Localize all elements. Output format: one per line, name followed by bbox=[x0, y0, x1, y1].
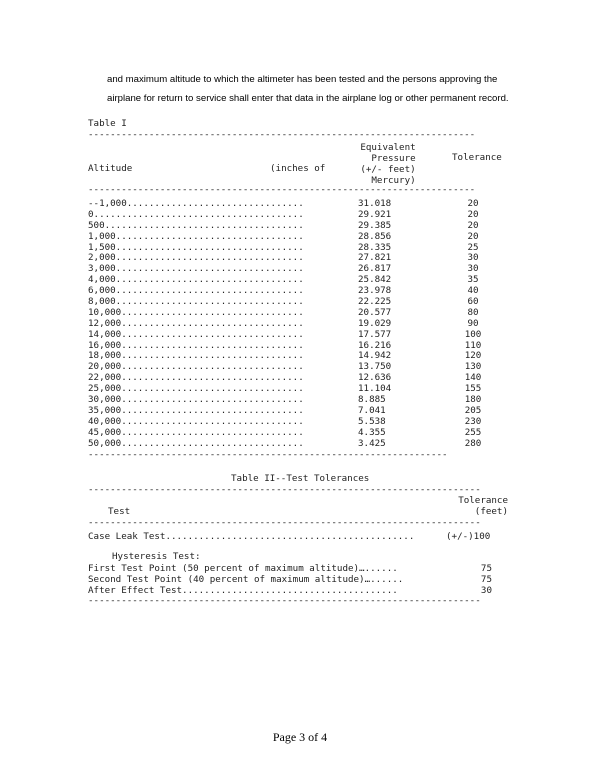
altitude-cell: 1,500.................................. bbox=[88, 241, 304, 253]
altitude-cell: 22,000................................. bbox=[88, 372, 304, 384]
intro-line-1: and maximum altitude to which the altimeter has been tested and the persons approving the bbox=[107, 74, 498, 85]
table1-header-altitude: Altitude bbox=[88, 163, 133, 174]
altitude-cell: 45,000................................. bbox=[88, 426, 304, 438]
tolerance-cell: 35 bbox=[467, 274, 479, 286]
tolerance-cell: 110 bbox=[464, 339, 482, 351]
tolerance-cell: 60 bbox=[467, 296, 479, 308]
altitude-cell: 30,000................................. bbox=[88, 394, 304, 406]
altitude-cell: 8,000.................................. bbox=[88, 296, 304, 308]
altitude-cell: 50,000................................. bbox=[88, 437, 304, 449]
intro-paragraph bbox=[107, 70, 537, 108]
pressure-cell: 7.041 bbox=[358, 404, 386, 416]
table2-hysteresis-label: Hysteresis Test: bbox=[112, 551, 201, 562]
altitude-cell: 12,000................................. bbox=[88, 317, 304, 329]
pressure-cell: 14.942 bbox=[358, 350, 392, 362]
tolerance-cell: 40 bbox=[467, 285, 479, 297]
pressure-cell: 8.885 bbox=[358, 394, 386, 406]
pressure-cell: 13.750 bbox=[358, 361, 392, 373]
table2-rule-mid: ----------------------------------------------------------------------- bbox=[88, 517, 481, 528]
tolerance-cell: 230 bbox=[464, 415, 482, 427]
pressure-cell: 26.817 bbox=[358, 263, 392, 275]
pressure-cell: 29.921 bbox=[358, 208, 392, 220]
table2-rule-bottom: ----------------------------------------------------------------------- bbox=[88, 595, 481, 606]
table2-after-effect-label: After Effect Test....................................... bbox=[88, 585, 398, 596]
altitude-cell: --1,000................................ bbox=[88, 198, 304, 209]
table2-first-point-label: First Test Point (50 percent of maximum altitude)…...... bbox=[88, 563, 398, 574]
tolerance-cell: 140 bbox=[464, 372, 482, 384]
altitude-cell: 6,000.................................. bbox=[88, 285, 304, 297]
pressure-cell: 28.856 bbox=[358, 230, 392, 242]
altitude-cell: 16,000................................. bbox=[88, 339, 304, 351]
table1-rule-mid: ---------------------------------------------------------------------- bbox=[88, 184, 476, 195]
page-number: Page 3 of 4 bbox=[272, 730, 328, 744]
table2-second-point-value: 75 bbox=[480, 574, 492, 585]
tolerance-cell: 255 bbox=[464, 426, 482, 438]
tolerance-cell: 80 bbox=[467, 306, 479, 318]
pressure-cell: 17.577 bbox=[358, 328, 392, 340]
tolerance-cell: 180 bbox=[464, 394, 482, 406]
tolerance-cell: 90 bbox=[467, 317, 479, 329]
pressure-cell: 27.821 bbox=[358, 252, 392, 264]
tolerance-cell: 155 bbox=[464, 383, 482, 395]
pressure-cell: 16.216 bbox=[358, 339, 392, 351]
tolerance-cell: 20 bbox=[467, 230, 479, 242]
pressure-cell: 28.335 bbox=[358, 241, 392, 253]
tolerance-cell: 100 bbox=[464, 328, 482, 340]
pressure-cell: 19.029 bbox=[358, 317, 392, 329]
pressure-cell: 11.104 bbox=[358, 383, 392, 395]
altitude-cell: 18,000................................. bbox=[88, 350, 304, 362]
tolerance-cell: 130 bbox=[464, 361, 482, 373]
tolerance-cell: 120 bbox=[464, 350, 482, 362]
intro-line-2: airplane for return to service shall enter that data in the airplane log or other permanent record. bbox=[107, 93, 509, 104]
table2-after-effect-value: 30 bbox=[480, 585, 492, 596]
pressure-cell: 23.978 bbox=[358, 285, 392, 297]
table2-case-leak-label: Case Leak Test............................................. bbox=[88, 531, 415, 542]
tolerance-cell: 25 bbox=[467, 241, 479, 253]
altitude-cell: 25,000................................. bbox=[88, 383, 304, 395]
pressure-cell: 5.538 bbox=[358, 415, 386, 427]
table1-header-equivalent-pressure: Equivalent Pressure (+/- feet) Mercury) bbox=[360, 142, 416, 186]
altitude-cell: 14,000................................. bbox=[88, 328, 304, 340]
pressure-cell: 25.842 bbox=[358, 274, 392, 286]
pressure-cell: 12.636 bbox=[358, 372, 392, 384]
tolerance-cell: 30 bbox=[467, 263, 479, 275]
altitude-cell: 10,000................................. bbox=[88, 306, 304, 318]
table2-header-tolerance: Tolerance (feet) bbox=[458, 495, 508, 517]
tolerance-cell: 20 bbox=[467, 198, 479, 209]
tolerance-cell: 20 bbox=[467, 219, 479, 231]
table2-header-test: Test bbox=[108, 506, 131, 517]
tolerance-cell: 30 bbox=[467, 252, 479, 264]
altitude-cell: 2,000.................................. bbox=[88, 252, 304, 264]
table2-case-leak-value: (+/-)100 bbox=[446, 531, 491, 542]
table2-rule-top: ----------------------------------------------------------------------- bbox=[88, 484, 481, 495]
pressure-cell: 3.425 bbox=[358, 437, 386, 449]
tolerance-cell: 20 bbox=[467, 208, 479, 220]
altitude-cell: 3,000.................................. bbox=[88, 263, 304, 275]
pressure-cell: 20.577 bbox=[358, 306, 392, 318]
table2-second-point-label: Second Test Point (40 percent of maximum altitude)…...... bbox=[88, 574, 404, 585]
table2-first-point-value: 75 bbox=[480, 563, 492, 574]
pressure-cell: 4.355 bbox=[358, 426, 386, 438]
pressure-cell: 31.018 bbox=[358, 198, 392, 209]
table1-rule-top: ---------------------------------------------------------------------- bbox=[88, 129, 476, 140]
altitude-cell: 35,000................................. bbox=[88, 404, 304, 416]
altitude-cell: 0...................................... bbox=[88, 208, 304, 220]
tolerance-cell: 280 bbox=[464, 437, 482, 449]
altitude-cell: 500.................................... bbox=[88, 219, 304, 231]
tolerance-cell: 205 bbox=[464, 404, 482, 416]
table1-header-inches: (inches of bbox=[270, 163, 326, 174]
table1-header-tolerance: Tolerance bbox=[452, 152, 502, 163]
altitude-cell: 20,000................................. bbox=[88, 361, 304, 373]
altitude-cell: 4,000.................................. bbox=[88, 274, 304, 286]
table1-caption: Table I bbox=[88, 118, 127, 129]
table1-rule-bottom: ----------------------------------------------------------------- bbox=[88, 449, 448, 460]
altitude-cell: 1,000.................................. bbox=[88, 230, 304, 242]
table2-caption: Table II--Test Tolerances bbox=[231, 473, 370, 484]
pressure-cell: 29.385 bbox=[358, 219, 392, 231]
pressure-cell: 22.225 bbox=[358, 296, 392, 308]
altitude-cell: 40,000................................. bbox=[88, 415, 304, 427]
